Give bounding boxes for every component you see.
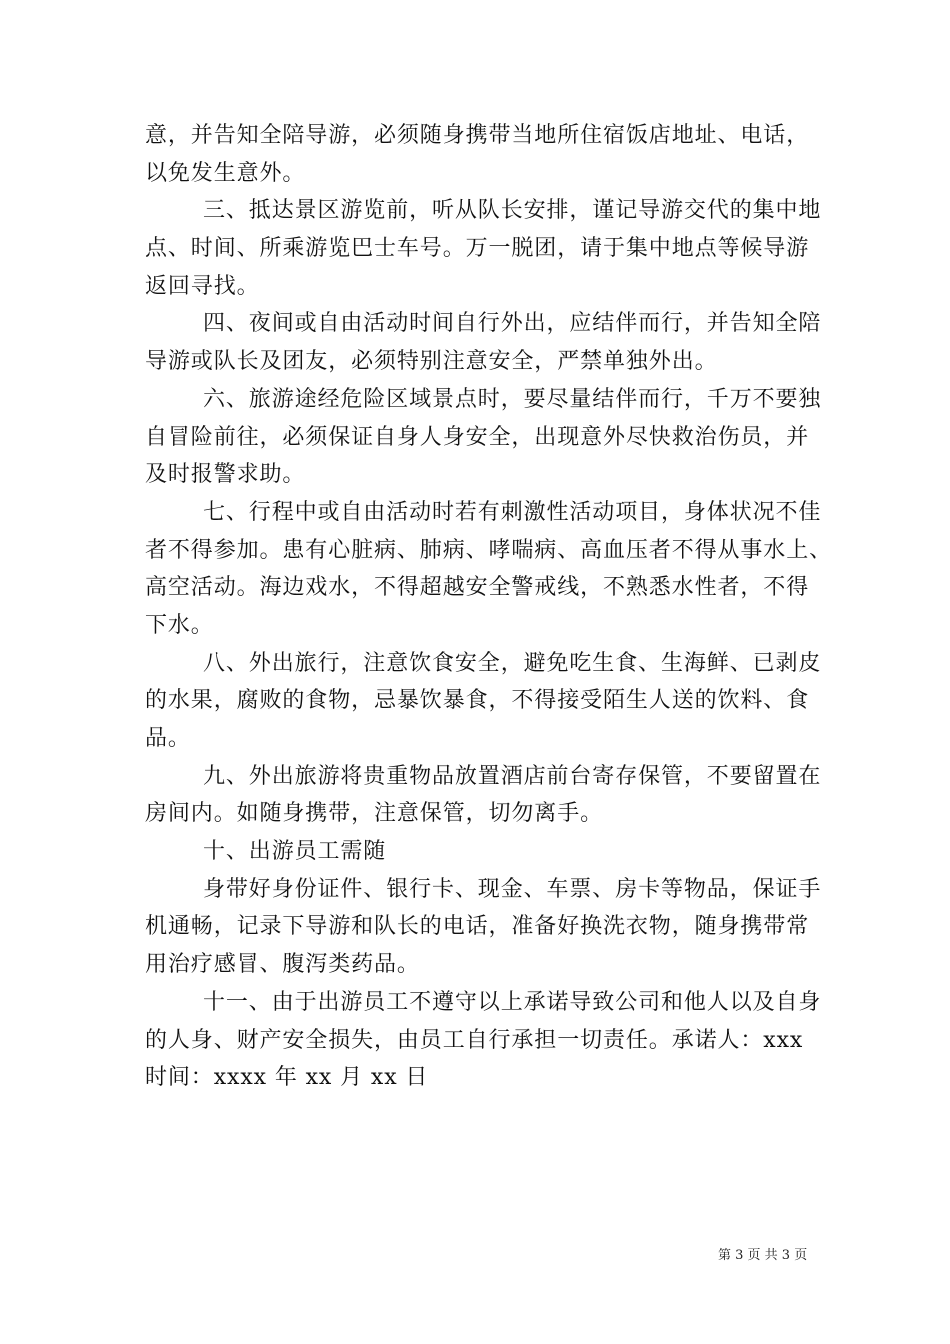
page-number: 第 3 页 共 3 页 [718,1248,808,1263]
text-line: 的人身、财产安全损失，由员工自行承担一切责任。承诺人：xxx [145,1027,804,1053]
text-line: 时间：xxxx 年 xx 月 xx 日 [145,1065,429,1091]
text-line: 品。 [145,726,191,751]
text-line: 意，并告知全陪导游，必须随身携带当地所住宿饭店地址、电话， [145,123,810,148]
text-line: 十一、由于出游员工不遵守以上承诺导致公司和他人以及自身 [203,989,822,1015]
text-line: 高空活动。海边戏水，不得超越安全警戒线，不熟悉水性者，不得 [145,575,810,601]
text-line: 者不得参加。患有心脏病、肺病、哮喘病、高血压者不得从事水上、 [145,537,833,563]
text-line: 下水。 [145,612,214,638]
text-line: 三、抵达景区游览前，听从队长安排，谨记导游交代的集中地 [203,198,822,224]
text-line: 机通畅，记录下导游和队长的电话，准备好换洗衣物，随身携带常 [145,914,810,940]
text-line: 以免发生意外。 [145,160,306,186]
text-line: 九、外出旅游将贵重物品放置酒店前台寄存保管，不要留置在 [203,763,822,789]
text-line: 的水果，腐败的食物，忌暴饮暴食，不得接受陌生人送的饮料、食 [145,688,810,714]
text-line: 房间内。如随身携带，注意保管，切勿离手。 [145,801,604,827]
text-line: 身带好身份证件、银行卡、现金、车票、房卡等物品，保证手 [203,876,822,902]
text-line: 自冒险前往，必须保证自身人身安全，出现意外尽快救治伤员，并 [145,424,810,450]
document-body [145,117,833,1097]
text-line: 导游或队长及团友，必须特别注意安全，严禁单独外出。 [145,349,718,375]
text-line: 八、外出旅行，注意饮食安全，避免吃生食、生海鲜、已剥皮 [203,650,822,676]
text-line: 十、出游员工需随 [203,839,387,865]
text-line: 七、行程中或自由活动时若有刺激性活动项目，身体状况不佳 [203,499,822,525]
text-line: 六、旅游途经危险区域景点时，要尽量结伴而行，千万不要独 [203,386,822,412]
text-line: 用治疗感冒、腹泻类药品。 [145,952,420,978]
text-line: 点、时间、所乘游览巴士车号。万一脱团，请于集中地点等候导游 [145,236,810,262]
text-line: 及时报警求助。 [145,462,306,488]
text-line: 四、夜间或自由活动时间自行外出，应结伴而行，并告知全陪 [203,311,822,337]
text-line: 返回寻找。 [145,273,260,299]
